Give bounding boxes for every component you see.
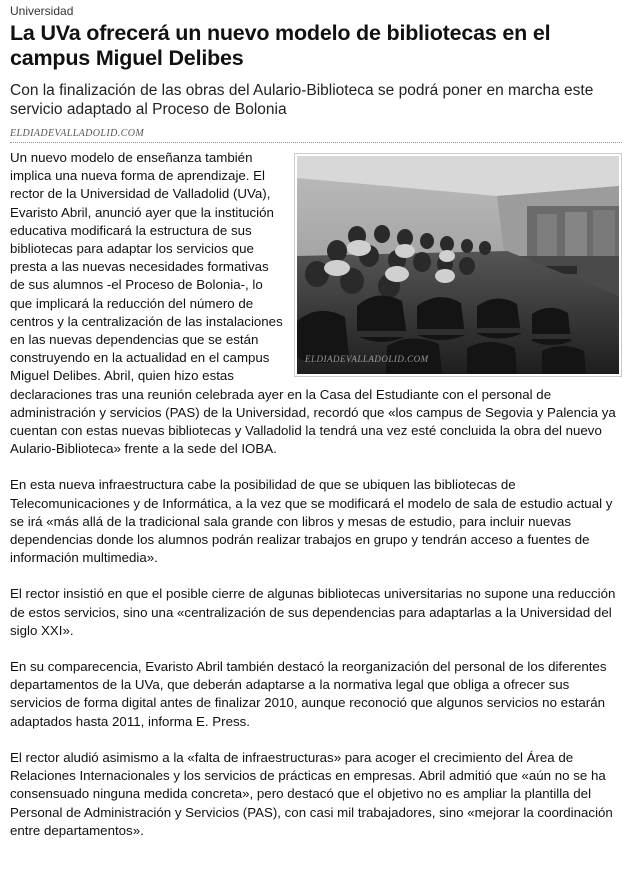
paragraph: En esta nueva infraestructura cabe la posibilidad de que se ubiquen las bibliotecas de Telecomunicaciones y de Informática, a la vez que se modificará el modelo de sala de estudio actual y se irá «más allá de la tradicional sala grande con libros y mesas de estudio, para incluir nuevas dependencias donde los alumnos podrán realizar trabajos en grupo y tendrán acceso a fuentes de información multimedia». [10,477,613,566]
paragraph: Un nuevo modelo de enseñanza también implica una nueva forma de aprendizaje. El rector de la Universidad de Valladolid (UVa), Evaristo Abril, anunció ayer que la institución educativa modificará la estructura de sus bibliotecas para adaptar los servicios que presta a las nuevas necesidades formativas de sus alumnos -el Proceso de Bolonia-, lo que implicará la reducción del número de centros y la centralización de las instalaciones en las nuevas dependencias que se están construyendo en la actualidad en el campus Miguel Delibes. Abril, quien hizo estas declaraciones tras una reunión celebrada ayer en la Casa del Estudiante con el personal de administración y servicios (PAS) de la Universidad, recordó que «los campus de Segovia y Palencia ya cuentan con estas nuevas bibliotecas y Valladolid la tendrá una vez esté concluida la obra del nuevo Aulario-Biblioteca» frente a la sede del IOBA. [10,150,616,457]
paragraph: En su comparecencia, Evaristo Abril también destacó la reorganización del personal de los diferentes departamentos de la UVa, que deberán adaptarse a la normativa legal que obliga a ofrecer sus servicios de forma digital antes de finalizar 2010, aunque reconoció que algunos servicios no estarán adaptados hasta 2011, informa E. Press. [10,659,607,729]
paragraph: El rector aludió asimismo a la «falta de infraestructuras» para acoger el crecimiento del Área de Relaciones Internacionales y los servicios de prácticas en empresas. Abril admitió que «aún no se ha consensuado ninguna medida concreta», pero destacó que el objetivo no es ampliar la plantilla del Personal de Administración y Servicios (PAS), con casi mil trabajadores, sino «mejorar la coordinación entre departamentos». [10,749,613,838]
photo-watermark: ELDIADEVALLADOLID.COM [305,353,429,364]
lecture-hall-photo [297,156,619,374]
paragraph: El rector insistió en que el posible cierre de algunas bibliotecas universitarias no supone una reducción de estos servicios, sino una «centralización de sus dependencias para adaptarlas a la Universidad del siglo XXI». [10,586,616,638]
article-photo [297,156,619,374]
article-body [10,149,622,840]
headline: La UVa ofrecerá un nuevo modelo de bibliotecas en el campus Miguel Delibes [10,21,551,70]
section-label: Universidad [10,4,74,18]
source-credit: ELDIADEVALLADOLID.COM [10,128,622,143]
article-photo-frame [294,153,622,377]
subtitle: Con la finalización de las obras del Aulario-Biblioteca se podrá poner en marcha este servicio adaptado al Proceso de Bolonia [10,82,594,118]
